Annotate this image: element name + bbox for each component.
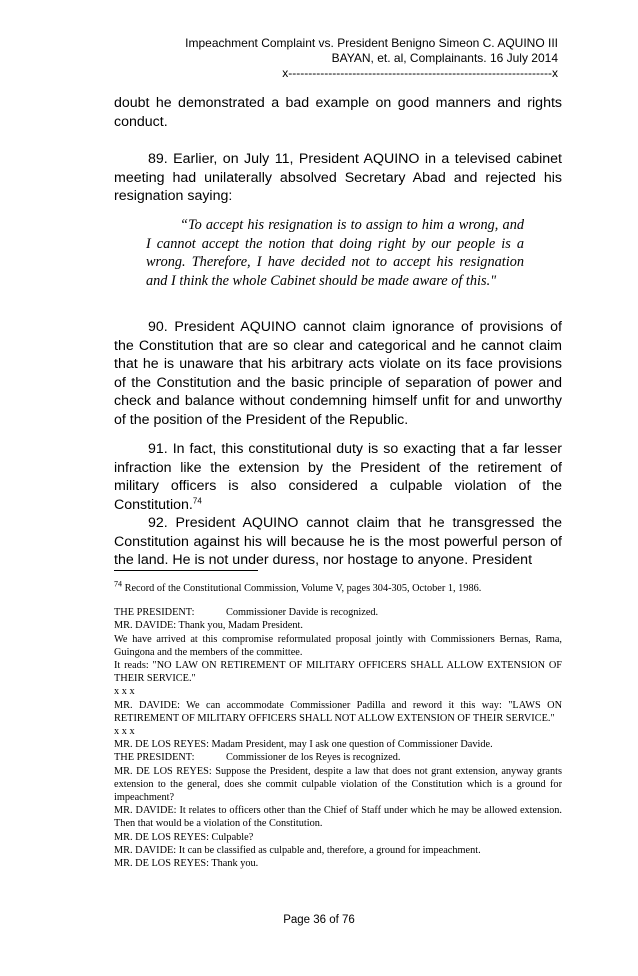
transcript-ellipsis: x x x	[114, 686, 135, 698]
running-header	[78, 36, 558, 81]
transcript-line: MR. DAVIDE: It relates to officers other than the Chief of Staff under which he may be allowed extension. Then that would be a violation of the Constitution.	[114, 805, 562, 830]
transcript-line: MR. DE LOS REYES: Culpable?	[114, 831, 254, 843]
footnote-74	[114, 579, 562, 870]
paragraph-91-text: 91. In fact, this constitutional duty is so exacting that a far lesser infraction like the extension by the President of the retirement of military officers is also considered a culpable violation of the Constitution.	[114, 441, 562, 513]
paragraph-91	[114, 440, 562, 514]
footnote-separator	[114, 570, 258, 571]
header-separator: x------------------------------------------------------------------x	[282, 66, 558, 80]
footnote-citation: Record of the Constitutional Commission, Volume V, pages 304-305, October 1, 1986.	[124, 583, 482, 594]
transcript-line: THE PRESIDENT: Commissioner Davide is recognized.	[114, 607, 379, 619]
transcript-line: THE PRESIDENT: Commissioner de los Reyes is recognized.	[114, 752, 401, 764]
header-parties: BAYAN, et. al, Complainants. 16 July 2014	[331, 51, 558, 65]
paragraph-continuation: doubt he demonstrated a bad example on good manners and rights conduct.	[114, 95, 562, 130]
transcript-line: MR. DAVIDE: It can be classified as culpable and, therefore, a ground for impeachment.	[114, 844, 481, 856]
footnote-number: 74	[114, 579, 122, 589]
paragraph-92: 92. President AQUINO cannot claim that he transgressed the Constitution against his will because he is the most powerful person of the land. He is not under duress, nor hostage to anyone. President	[114, 515, 562, 568]
header-title: Impeachment Complaint vs. President Benigno Simeon C. AQUINO III	[185, 36, 558, 50]
footnote-reference[interactable]: 74	[192, 495, 202, 505]
transcript-line: We have arrived at this compromise reformulated proposal jointly with Commissioners Bernas, Rama, Guingona and the members of the committee.	[114, 633, 562, 658]
transcript-line: MR. DAVIDE: We can accommodate Commissioner Padilla and reword it this way: "LAWS ON RETIREMENT OF MILITARY OFFICERS SHALL NOT ALLOW EXTENSION OF THEIR SERVICE."	[114, 699, 562, 724]
paragraph-89: 89. Earlier, on July 11, President AQUINO in a televised cabinet meeting had unilaterally absolved Secretary Abad and rejected his resignation saying:	[114, 151, 562, 204]
transcript-line: It reads: "NO LAW ON RETIREMENT OF MILITARY OFFICERS SHALL ALLOW EXTENSION OF THEIR SERVICE."	[114, 660, 562, 685]
transcript-line: MR. DE LOS REYES: Madam President, may I ask one question of Commissioner Davide.	[114, 739, 493, 751]
transcript-line: MR. DE LOS REYES: Suppose the President, despite a law that does not grant extension, anyway grants extension to the general, does she commit culpable violation of the Constitution which is a ground for impeachment?	[114, 765, 562, 804]
paragraph-90: 90. President AQUINO cannot claim ignorance of provisions of the Constitution that are so clear and categorical and he cannot claim that he is unaware that his arbitrary acts violate on its face provisions of the Constitution and the basic principle of separation of power and check and balance without condemning himself unfit for and unworthy of the position of the President of the Republic.	[114, 319, 562, 428]
transcript-ellipsis: x x x	[114, 726, 135, 738]
page-number: Page 36 of 76	[283, 914, 355, 926]
transcript-line: MR. DAVIDE: Thank you, Madam President.	[114, 620, 303, 632]
transcript-line: MR. DE LOS REYES: Thank you.	[114, 858, 259, 870]
block-quote: “To accept his resignation is to assign to him a wrong, and I cannot accept the notion that doing right by our people is a wrong. Therefore, I have decided not to accept his resignation and I think the whole Cabinet should be made aware of this."	[146, 217, 524, 289]
